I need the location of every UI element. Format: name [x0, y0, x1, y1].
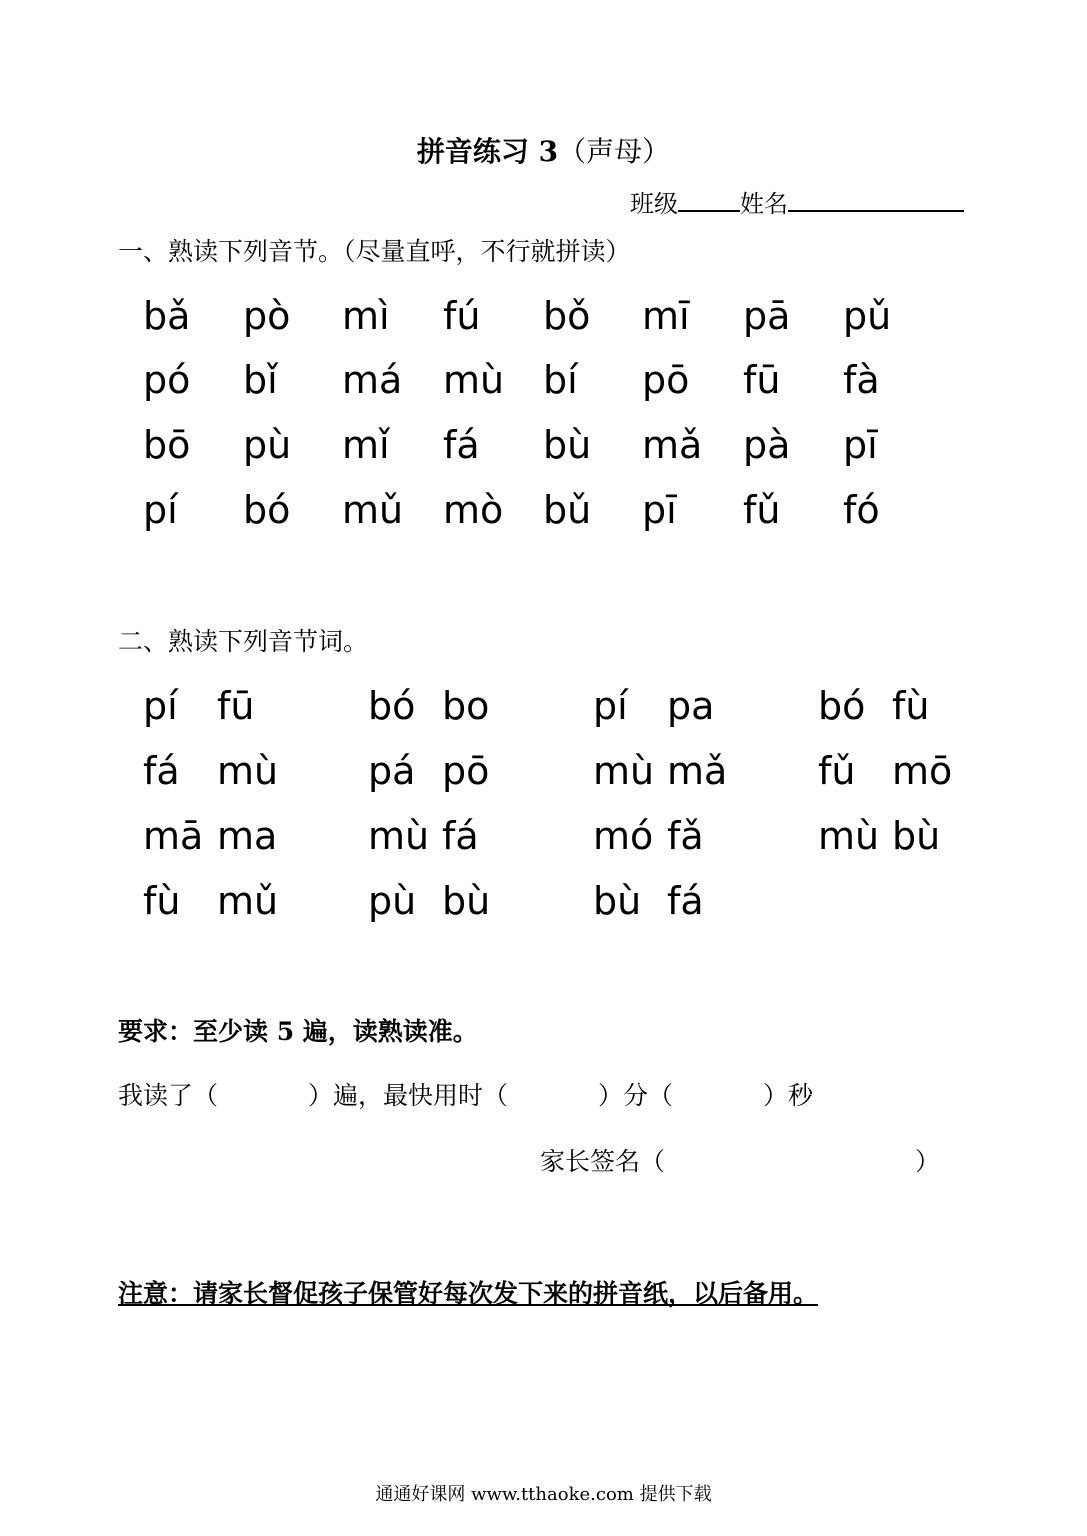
- syllable-word: [143, 749, 278, 793]
- word-syllable: mó: [593, 814, 654, 858]
- syllable-word: [818, 684, 929, 728]
- word-syllable: pù: [368, 879, 417, 923]
- name-label: 姓名: [740, 190, 788, 218]
- word-syllable: bó: [818, 684, 866, 728]
- syllable: pō: [642, 358, 690, 402]
- syllable: bǐ: [243, 358, 278, 402]
- syllable: bǔ: [543, 488, 592, 532]
- syllable: mǔ: [342, 488, 404, 532]
- syllable-word: [368, 879, 490, 923]
- word-syllable: bo: [442, 684, 490, 728]
- class-name-line: [630, 184, 964, 219]
- read-part2: ）遍，最快用时（: [308, 1081, 509, 1110]
- read-part3: ）分（: [598, 1081, 674, 1110]
- syllable: má: [342, 358, 403, 402]
- syllable-word: [143, 814, 277, 858]
- syllable: fú: [443, 294, 481, 338]
- word-syllable: mā: [143, 814, 204, 858]
- syllable: fà: [843, 358, 880, 402]
- syllable: mǐ: [342, 423, 390, 467]
- word-syllable: pí: [143, 684, 178, 728]
- word-syllable: mǔ: [217, 879, 279, 923]
- class-label: 班级: [630, 190, 678, 218]
- syllable: pā: [743, 294, 791, 338]
- section1-heading: 一、熟读下列音节。（尽量直呼，不行就拼读）: [118, 237, 631, 266]
- footer: 通通好课网 www.tthaoke.com 提供下载: [375, 1484, 712, 1505]
- syllable-word: [593, 684, 714, 728]
- syllable-word: [593, 879, 704, 923]
- word-syllable: fù: [143, 879, 181, 923]
- syllable: bǒ: [543, 294, 591, 338]
- page-title: [0, 130, 1087, 170]
- syllable-word: [368, 749, 489, 793]
- title-main: 拼音练习 3: [416, 135, 559, 168]
- word-syllable: fá: [667, 879, 704, 923]
- syllable: mì: [342, 294, 390, 338]
- word-syllable: fǎ: [667, 814, 704, 858]
- syllable: pó: [143, 358, 191, 402]
- syllable-word: [593, 814, 704, 858]
- read-part4: ）秒: [763, 1081, 814, 1110]
- syllable: pī: [642, 488, 677, 532]
- syllable: mǎ: [642, 423, 703, 467]
- syllable: pǔ: [843, 294, 892, 338]
- word-syllable: pí: [593, 684, 628, 728]
- syllable-word: [368, 814, 479, 858]
- parent-sign-close: ）: [915, 1147, 941, 1176]
- word-syllable: pá: [368, 749, 416, 793]
- word-syllable: pō: [442, 749, 490, 793]
- syllable: pí: [143, 488, 178, 532]
- syllable: bí: [543, 358, 578, 402]
- syllable: fó: [843, 488, 880, 532]
- read-part1: 我读了（: [118, 1081, 219, 1110]
- syllable: mò: [443, 488, 504, 532]
- word-syllable: mǎ: [667, 749, 728, 793]
- word-syllable: fū: [217, 684, 255, 728]
- syllable: bǎ: [143, 294, 191, 338]
- word-syllable: bù: [442, 879, 491, 923]
- word-syllable: bó: [368, 684, 416, 728]
- word-syllable: fá: [143, 749, 180, 793]
- syllable: fū: [743, 358, 781, 402]
- word-syllable: bù: [892, 814, 941, 858]
- section2-heading: 二、熟读下列音节词。: [118, 627, 369, 656]
- word-syllable: mù: [818, 814, 880, 858]
- title-suffix: （声母）: [558, 135, 671, 168]
- word-syllable: mù: [593, 749, 655, 793]
- word-syllable: ma: [217, 814, 278, 858]
- word-syllable: fá: [442, 814, 479, 858]
- syllable-word: [818, 814, 940, 858]
- syllable: pò: [243, 294, 291, 338]
- syllable: pà: [743, 423, 791, 467]
- syllable-word: [818, 749, 952, 793]
- notice: 注意：请家长督促孩子保管好每次发下来的拼音纸，以后备用。: [118, 1279, 819, 1308]
- parent-signature: [540, 1142, 940, 1178]
- word-syllable: fǔ: [818, 749, 856, 793]
- word-syllable: mù: [217, 749, 279, 793]
- syllable: bù: [543, 423, 592, 467]
- syllable: mù: [443, 358, 505, 402]
- word-syllable: mō: [892, 749, 953, 793]
- syllable: pī: [843, 423, 878, 467]
- word-syllable: fù: [892, 684, 930, 728]
- syllable: mī: [642, 294, 690, 338]
- syllable-word: [368, 684, 489, 728]
- word-syllable: bù: [593, 879, 642, 923]
- syllable-word: [143, 684, 254, 728]
- requirement: 要求：至少读 5 遍，读熟读准。: [118, 1017, 478, 1046]
- word-syllable: mù: [368, 814, 430, 858]
- name-blank[interactable]: [788, 209, 964, 212]
- class-blank[interactable]: [678, 209, 740, 212]
- syllable: fá: [443, 423, 480, 467]
- parent-sign-label: 家长签名（: [540, 1147, 666, 1176]
- word-syllable: pa: [667, 684, 715, 728]
- syllable: bó: [243, 488, 291, 532]
- syllable-word: [593, 749, 727, 793]
- syllable: pù: [243, 423, 292, 467]
- syllable: fǔ: [743, 488, 781, 532]
- syllable: bō: [143, 423, 191, 467]
- read-count-line: [118, 1076, 813, 1112]
- syllable-word: [143, 879, 278, 923]
